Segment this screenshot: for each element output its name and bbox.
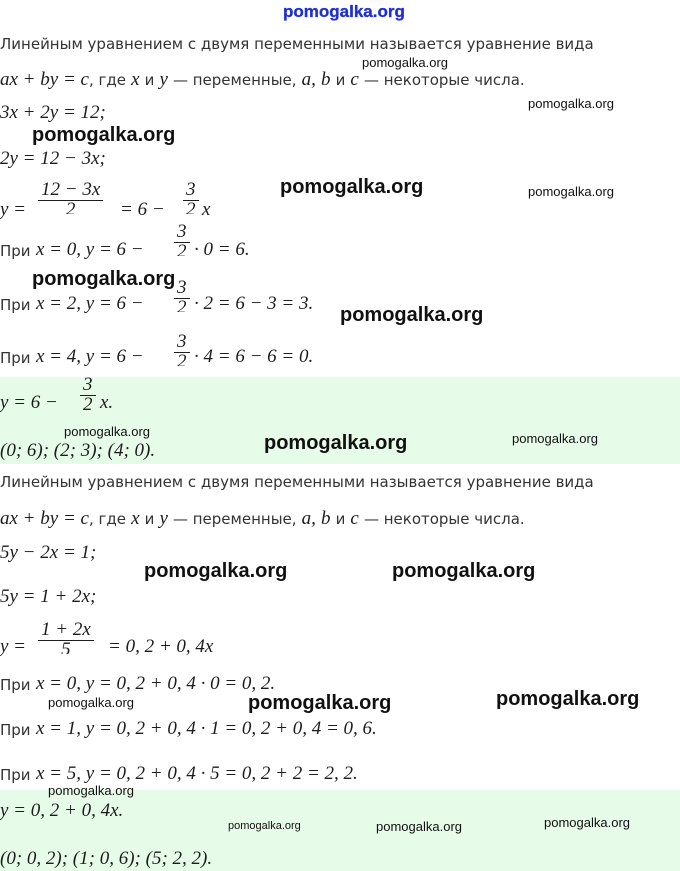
and-text: и (144, 510, 155, 528)
pri-label: При (0, 721, 31, 739)
watermark: pomogalka.org (144, 560, 288, 582)
t2-points: (0; 0, 2); (1; 0, 6); (5; 2, 2). (0, 848, 213, 869)
calc-den: 2 (177, 299, 187, 312)
watermark: pomogalka.org (48, 783, 134, 798)
numbers-text: — некоторые числа. (363, 71, 525, 89)
var-x: x (131, 508, 140, 529)
calc-num: 3 (177, 221, 187, 242)
definition-line-2-repeat (0, 508, 525, 530)
calc-den: 2 (177, 353, 187, 366)
watermark: pomogalka.org (528, 96, 614, 111)
watermark: pomogalka.org (280, 176, 424, 198)
calc-expr: x = 1, y = 0, 2 + 0, 4 · 1 = 0, 2 + 0, 4 = 0, 6. (36, 718, 377, 739)
and-text-2: и (335, 510, 346, 528)
watermark: pomogalka.org (528, 184, 614, 199)
pri-label: При (0, 242, 31, 260)
watermark: pomogalka.org (496, 688, 640, 710)
where-text: , где (88, 71, 126, 89)
calc-lhs: x = 4, y = 6 − (36, 346, 144, 367)
coef-c: c (350, 508, 359, 529)
calc-den: 2 (177, 243, 187, 256)
variables-text: — переменные, (172, 510, 297, 528)
definition-line-2 (0, 69, 525, 91)
t2-eq3-frac (38, 620, 94, 654)
watermark: pomogalka.org (228, 820, 301, 832)
t1-eq3-lhs: y = (0, 199, 27, 220)
numbers-text: — некоторые числа. (363, 510, 525, 528)
watermark: pomogalka.org (544, 815, 630, 830)
general-equation: ax + by = c (0, 69, 89, 90)
t1-eq3-fden: 2 (186, 201, 196, 214)
t1-answer-tail: x. (100, 392, 114, 413)
calc-num: 3 (177, 331, 187, 352)
t1-eq3-mid: = 6 − (120, 199, 165, 220)
coef-b: b (320, 69, 331, 90)
t1-eq1: 3x + 2y = 12; (0, 102, 106, 123)
pri-label: При (0, 349, 31, 367)
pri-label: При (0, 676, 31, 694)
calc-rhs: · 2 = 6 − 3 = 3. (194, 293, 314, 314)
t1-points: (0; 6); (2; 3); (4; 0). (0, 440, 156, 461)
t1-eq3-tail: x (202, 199, 211, 220)
watermark: pomogalka.org (392, 560, 536, 582)
and-text: и (144, 71, 155, 89)
watermark: pomogalka.org (340, 304, 484, 326)
watermark: pomogalka.org (32, 124, 176, 146)
t2-eq3-rhs: = 0, 2 + 0, 4x (108, 636, 214, 657)
and-text-2: и (335, 71, 346, 89)
t1-answer-num: 3 (83, 374, 93, 395)
watermark: pomogalka.org (48, 695, 134, 710)
calc-lhs: x = 0, y = 6 − (36, 239, 144, 260)
watermark: pomogalka.org (362, 55, 448, 70)
coef-a: a, (301, 508, 316, 529)
t1-eq3-num: 12 − 3x (41, 179, 101, 200)
coef-a: a, (301, 69, 316, 90)
t1-answer-den: 2 (83, 396, 93, 414)
watermark: pomogalka.org (264, 432, 408, 454)
coef-c: c (350, 69, 359, 90)
t1-answer-lhs: y = 6 − (0, 392, 58, 413)
coef-b: b (320, 508, 331, 529)
calc-num: 3 (177, 277, 187, 298)
calc-expr: x = 0, y = 0, 2 + 0, 4 · 0 = 0, 2. (36, 673, 276, 694)
watermark: pomogalka.org (64, 424, 150, 439)
definition-line-1: Линейным уравнением с двумя переменными называется уравнение вида (0, 35, 594, 53)
t1-eq3-frac (38, 180, 103, 214)
general-equation: ax + by = c (0, 508, 89, 529)
calc-frac (174, 222, 190, 256)
calc-expr: x = 5, y = 0, 2 + 0, 4 · 5 = 0, 2 + 2 = 2, 2. (36, 763, 358, 784)
watermark: pomogalka.org (32, 268, 176, 290)
where-text: , где (88, 510, 126, 528)
t2-eq3-num: 1 + 2x (41, 619, 91, 640)
watermark-top: pomogalka.org (283, 2, 405, 21)
t2-eq3-lhs: y = (0, 636, 27, 657)
calc-frac (174, 332, 190, 366)
t1-eq3-fnum: 3 (186, 179, 196, 200)
t2-eq3-den: 5 (61, 641, 71, 654)
watermark: pomogalka.org (248, 692, 392, 714)
definition-line-1-repeat: Линейным уравнением с двумя переменными называется уравнение вида (0, 473, 594, 491)
t2-eq2: 5y = 1 + 2x; (0, 586, 97, 607)
t1-answer-frac (80, 375, 96, 414)
calc-frac (174, 278, 190, 312)
t1-eq3-frac2 (183, 180, 199, 214)
watermark: pomogalka.org (512, 431, 598, 446)
pri-label: При (0, 766, 31, 784)
calc-rhs: · 4 = 6 − 6 = 0. (194, 346, 314, 367)
variables-text: — переменные, (172, 71, 297, 89)
var-y: y (159, 508, 168, 529)
t1-eq2: 2y = 12 − 3x; (0, 148, 106, 169)
calc-lhs: x = 2, y = 6 − (36, 293, 144, 314)
calc-rhs: · 0 = 6. (194, 239, 250, 260)
var-x: x (131, 69, 140, 90)
var-y: y (159, 69, 168, 90)
watermark: pomogalka.org (376, 819, 462, 834)
pri-label: При (0, 296, 31, 314)
t1-eq3-den: 2 (65, 201, 76, 214)
t2-answer: y = 0, 2 + 0, 4x. (0, 800, 124, 821)
t2-eq1: 5y − 2x = 1; (0, 542, 97, 563)
